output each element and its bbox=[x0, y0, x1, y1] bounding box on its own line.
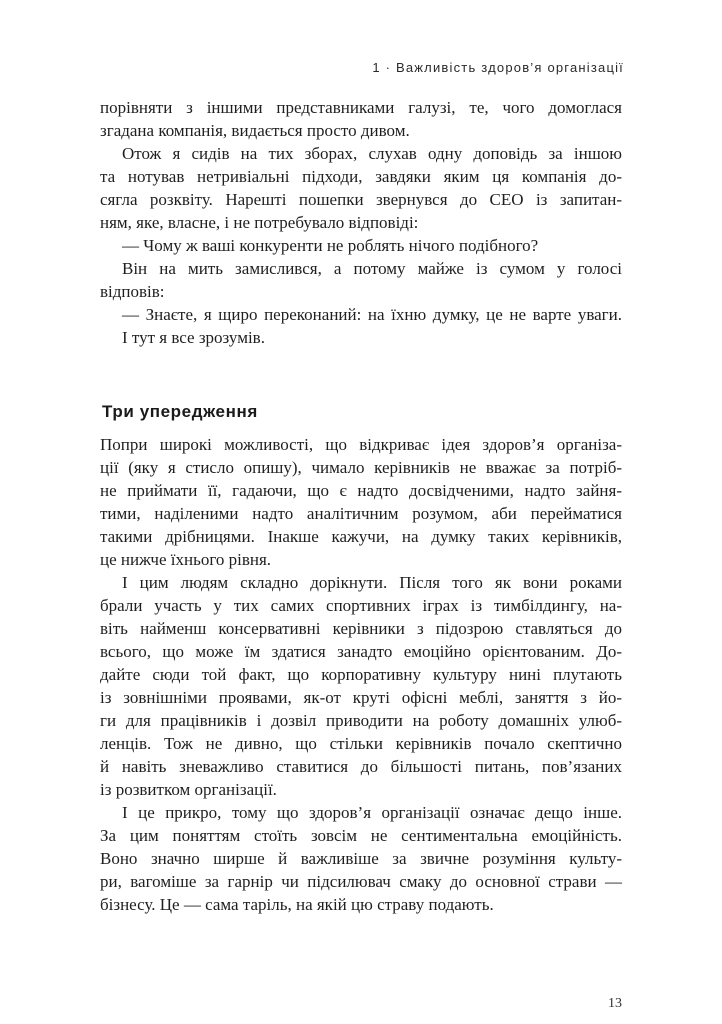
paragraph bbox=[100, 433, 622, 571]
text-line: Він на мить замислився, а потому майже із сумом у голосі bbox=[122, 259, 622, 278]
text-line: та нотував нетривіальні підходи, завдяки яким ця компанія до- bbox=[100, 167, 622, 186]
body-text-top bbox=[100, 96, 622, 349]
text-line: тими, наділеними надто аналітичним розумом, аби перейматися bbox=[100, 504, 622, 523]
text-line: такими дрібницями. Інакше кажучи, на думку таких керівників, bbox=[100, 527, 622, 546]
text-line: ням, яке, власне, і не потребувало відповіді: bbox=[100, 213, 419, 232]
text-line: ції (яку я стисло опишу), чимало керівників не вважає за потріб- bbox=[100, 458, 622, 477]
text-line: це нижче їхнього рівня. bbox=[100, 550, 272, 569]
text-line: всього, що може їм здатися занадто емоційно орієнтованим. До- bbox=[100, 642, 622, 661]
paragraph bbox=[100, 142, 622, 234]
text-line: ги для працівників і дозвіл приводити на роботу домашніх улюб- bbox=[100, 711, 622, 730]
text-line: й навіть зневажливо ставитися до більшості питань, пов’язаних bbox=[100, 757, 622, 776]
body-text-bottom bbox=[100, 433, 622, 916]
page-number: 13 bbox=[608, 996, 622, 1011]
paragraph bbox=[100, 326, 622, 349]
paragraph bbox=[100, 801, 622, 916]
text-line: відповів: bbox=[100, 282, 165, 301]
text-line: Попри широкі можливості, що відкриває ідея здоров’я організа- bbox=[100, 435, 622, 454]
section-heading: Три упередження bbox=[102, 402, 258, 421]
text-line: порівняти з іншими представниками галузі, те, чого домоглася bbox=[100, 98, 622, 117]
text-line: із розвитком організації. bbox=[100, 780, 277, 799]
text-line: І тут я все зрозумів. bbox=[122, 328, 265, 347]
text-line: — Знаєте, я щиро переконаний: на їхню думку, це не варте уваги. bbox=[122, 305, 622, 324]
paragraph bbox=[100, 303, 622, 326]
text-line: бізнесу. Це — сама таріль, на якій цю страву подають. bbox=[100, 895, 494, 914]
text-line: не приймати її, гадаючи, що є надто досвідченими, надто зайня- bbox=[100, 481, 622, 500]
text-line: І цим людям складно дорікнути. Після того як вони роками bbox=[122, 573, 622, 592]
text-line: Воно значно ширше й важливіше за звичне розуміння культу- bbox=[100, 849, 622, 868]
text-line: Отож я сидів на тих зборах, слухав одну доповідь за іншою bbox=[122, 144, 622, 163]
text-line: віть найменш консервативні керівники з підозрою ставляться до bbox=[100, 619, 622, 638]
paragraph bbox=[100, 571, 622, 801]
text-line: сягла розквіту. Нарешті пошепки звернувся до CEO із запитан- bbox=[100, 190, 622, 209]
text-line: І це прикро, тому що здоров’я організації означає дещо інше. bbox=[122, 803, 622, 822]
paragraph bbox=[100, 257, 622, 303]
text-line: згадана компанія, видається просто дивом. bbox=[100, 121, 410, 140]
text-line: дайте сюди той факт, що корпоративну культуру нині плутають bbox=[100, 665, 622, 684]
text-line: ленців. Тож не дивно, що стільки керівників почало скептично bbox=[100, 734, 622, 753]
text-line: ри, вагоміше за гарнір чи підсилювач смаку до основної страви — bbox=[100, 872, 622, 891]
paragraph bbox=[100, 96, 622, 142]
text-line: — Чому ж ваші конкуренти не роблять нічого подібного? bbox=[122, 236, 539, 255]
text-line: брали участь у тих самих спортивних іграх із тимбілдингу, на- bbox=[100, 596, 622, 615]
paragraph bbox=[100, 234, 622, 257]
running-head: 1 · Важливість здоров’я організації bbox=[372, 60, 624, 75]
text-line: За цим поняттям стоїть зовсім не сентиментальна емоційність. bbox=[100, 826, 622, 845]
text-line: із зовнішніми проявами, як-от круті офісні меблі, заняття з йо- bbox=[100, 688, 622, 707]
